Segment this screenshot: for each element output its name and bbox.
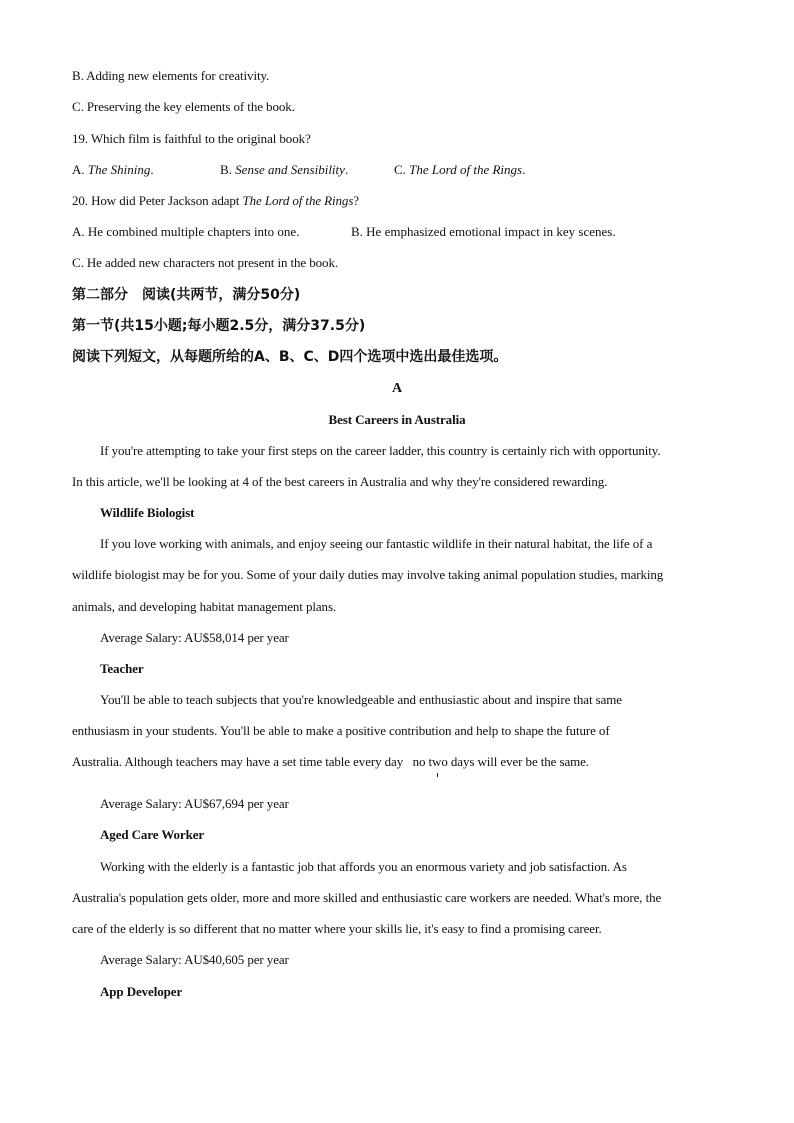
q20-option-c: C. He added new characters not present in the book. <box>72 255 339 270</box>
job-text-line: animals, and developing habitat management plans. <box>72 599 337 614</box>
q19-option-c-prefix: C. <box>394 162 406 177</box>
q19-option-a-end: . <box>150 162 154 177</box>
job-text-line: wildlife biologist may be for you. Some of your daily duties may involve taking animal population studies, marking <box>72 567 664 582</box>
q19-stem: 19. Which film is faithful to the original book? <box>72 131 311 146</box>
intro-line-2: In this article, we'll be looking at 4 of the best careers in Australia and why they're considered rewarding. <box>72 474 608 489</box>
q19-option-b-title: Sense and Sensibility <box>235 162 345 177</box>
q19-option-a-title: The Shining <box>87 162 151 177</box>
job-text-line: You'll be able to teach subjects that you're knowledgeable and enthusiastic about and inspire that same <box>100 692 622 707</box>
q20-option-a: A. He combined multiple chapters into one. <box>72 224 300 239</box>
passage-letter: A <box>391 381 402 396</box>
q19-option-b-end: . <box>344 162 349 177</box>
stray-comma-mark <box>437 773 438 777</box>
job-heading-app-developer: App Developer <box>100 984 183 999</box>
job-salary: Average Salary: AU$67,694 per year <box>100 796 289 811</box>
reading-instruction: 阅读下列短文，从每题所给的A、B、C、D四个选项中选出最佳选项。 <box>72 349 508 365</box>
passage-title: Best Careers in Australia <box>328 412 466 427</box>
q19-option-b <box>220 162 348 178</box>
q20-stem-end: ? <box>353 193 359 208</box>
job-salary: Average Salary: AU$58,014 per year <box>100 630 289 645</box>
job-salary: Average Salary: AU$40,605 per year <box>100 952 289 967</box>
job-text-line: Australia's population gets older, more and more skilled and enthusiastic care workers are needed. What's more, the <box>72 890 662 905</box>
q19-option-a <box>72 162 154 178</box>
q20-stem-text: 20. How did Peter Jackson adapt <box>72 193 240 208</box>
job-heading-aged-care-worker: Aged Care Worker <box>100 827 205 842</box>
q19-option-b-prefix: B. <box>220 162 232 177</box>
q19-option-c-title: The Lord of the Rings <box>409 162 523 177</box>
section1-heading: 第一节(共15小题;每小题2.5分，满分37.5分) <box>72 318 366 334</box>
q20-stem <box>72 193 359 209</box>
job-heading-teacher: Teacher <box>100 661 144 676</box>
q20-stem-title: The Lord of the Rings <box>242 193 354 208</box>
job-text-line: enthusiasm in your students. You'll be able to make a positive contribution and help to shape the future of <box>72 723 610 738</box>
job-text-line: Australia. Although teachers may have a set time table every day no two days will ever be the same. <box>72 754 589 769</box>
q20-option-b: B. He emphasized emotional impact in key scenes. <box>351 224 616 239</box>
q19-option-c <box>394 162 525 178</box>
part2-heading: 第二部分 阅读(共两节，满分50分) <box>72 287 301 303</box>
job-text-line: If you love working with animals, and enjoy seeing our fantastic wildlife in their natural habitat, the life of a <box>100 536 653 551</box>
q18-option-b: B. Adding new elements for creativity. <box>72 68 270 83</box>
job-text-line: care of the elderly is so different that no matter where your skills lie, it's easy to find a promising career. <box>72 921 602 936</box>
job-heading-wildlife-biologist: Wildlife Biologist <box>100 505 195 520</box>
q18-option-c: C. Preserving the key elements of the book. <box>72 99 295 114</box>
q19-option-c-end: . <box>522 162 526 177</box>
q19-option-a-prefix: A. <box>72 162 85 177</box>
job-text-line: Working with the elderly is a fantastic job that affords you an enormous variety and job satisfaction. As <box>100 859 627 874</box>
intro-line-1: If you're attempting to take your first steps on the career ladder, this country is certainly rich with opportunity. <box>100 443 661 458</box>
